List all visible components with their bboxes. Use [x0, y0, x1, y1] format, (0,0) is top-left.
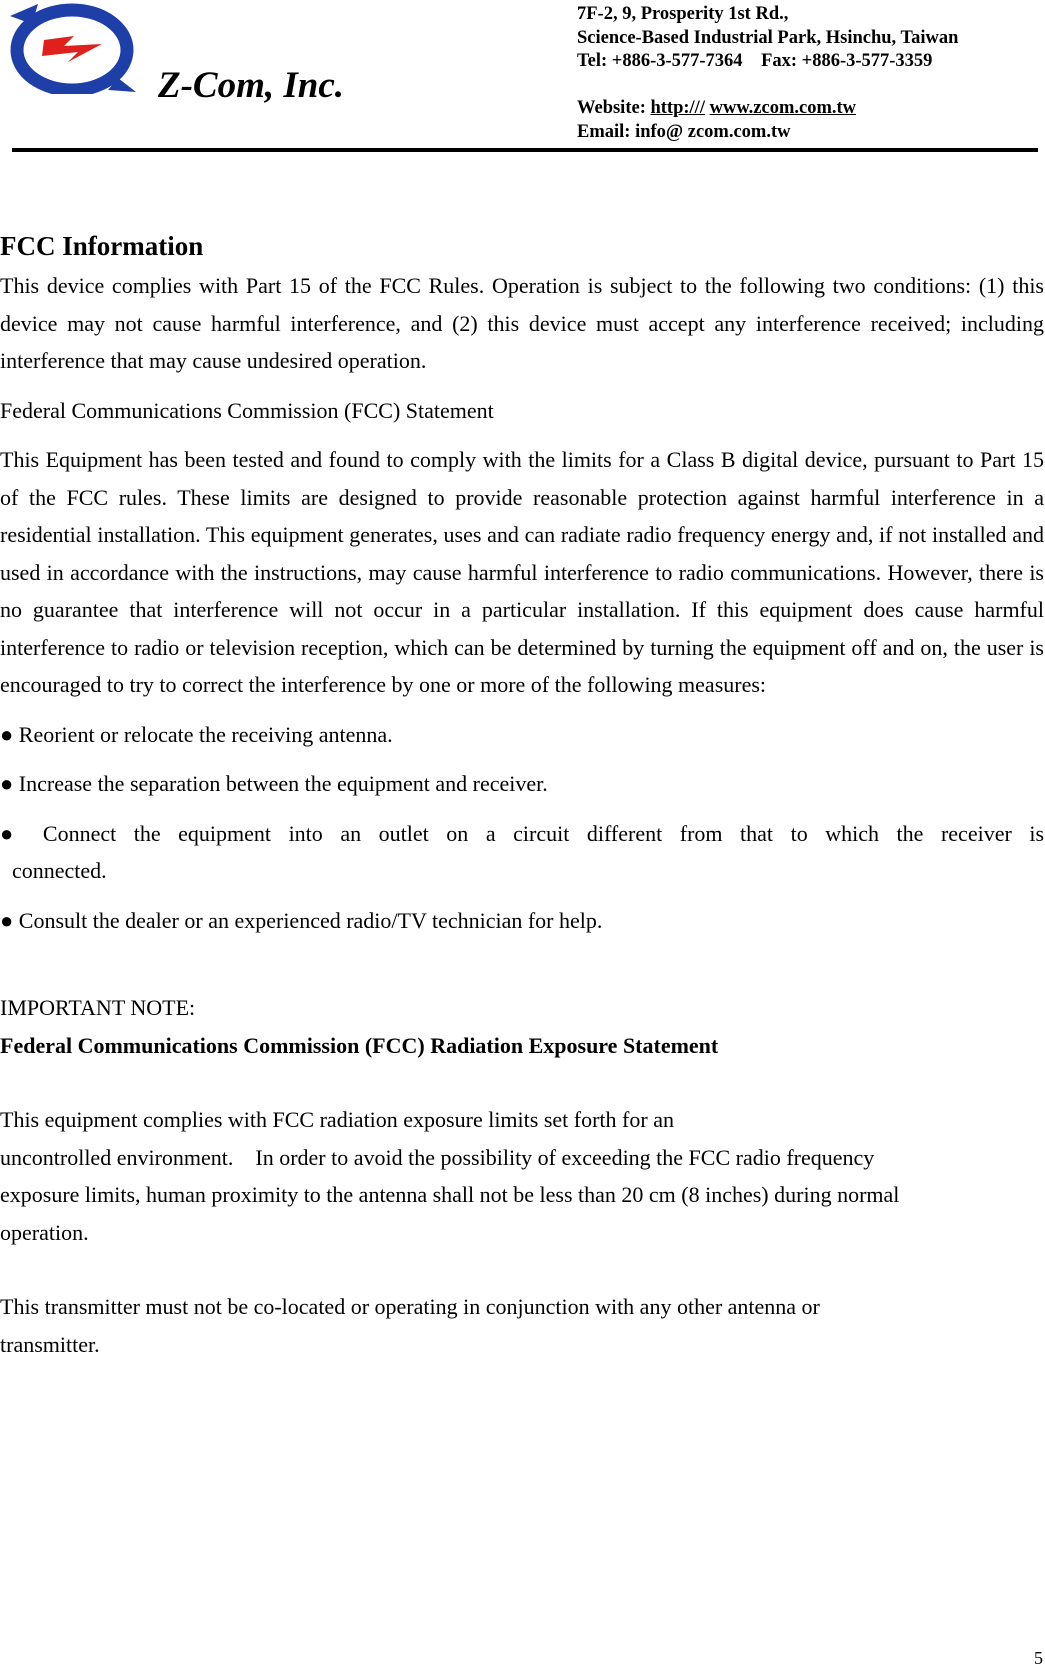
- website-line: [577, 97, 958, 121]
- address-line-2: Science-Based Industrial Park, Hsinchu, Taiwan: [577, 27, 959, 48]
- transmitter-line: This transmitter must not be co-located or operating in conjunction with any other antenna or: [0, 1294, 820, 1319]
- contact-phone-line: [577, 50, 958, 74]
- bullet-icon: ●: [0, 771, 14, 796]
- website-prefix-link[interactable]: http:///: [650, 98, 705, 118]
- website-link[interactable]: www.zcom.com.tw: [709, 98, 857, 118]
- radiation-line: exposure limits, human proximity to the antenna shall not be less than 20 cm (8 inches) during normal: [0, 1182, 900, 1207]
- bullet-item: ● Connect the equipment into an outlet on a circuit different from that to which the receiver is: [0, 820, 1045, 846]
- bullet-icon: ●: [0, 721, 14, 747]
- radiation-line: uncontrolled environment. In order to avoid the possibility of exceeding the FCC radio frequency: [0, 1144, 875, 1170]
- zcom-logo-icon: [8, 2, 138, 94]
- tel: Tel: +886-3-577-7364: [577, 51, 743, 71]
- company-address-block: [577, 3, 958, 144]
- document-body: [0, 226, 1044, 1363]
- website-label: Website:: [577, 98, 651, 118]
- bullet-item: ● Increase the separation between the equipment and receiver.: [0, 771, 548, 796]
- fax: Fax: +886-3-577-3359: [761, 51, 933, 71]
- page-number: 5: [1034, 1648, 1043, 1668]
- header-divider: [12, 148, 1038, 152]
- radiation-line: operation.: [0, 1219, 89, 1245]
- section-title: FCC Information: [0, 231, 204, 261]
- company-name: Z-Com, Inc.: [158, 65, 345, 106]
- intro-paragraph: This device complies with Part 15 of the FCC Rules. Operation is subject to the following two conditions: (1) this device may not cause harmful interference, and (2) this device must accept any interference received; including interference that may cause undesired operation.: [0, 273, 1044, 373]
- important-note-label: IMPORTANT NOTE:: [0, 995, 196, 1020]
- company-logo: [8, 2, 138, 94]
- statement-paragraph: This Equipment has been tested and found to comply with the limits for a Class B digital device, pursuant to Part 15 of the FCC rules. These limits are designed to provide reasonable protection against harmful interference in a residential installation. This equipment generates, uses and can radiate radio frequency energy and, if not installed and used in accordance with the instructions, may cause harmful interference to radio communications. However, there is no guarantee that interference will not occur in a particular installation. If this equipment does cause harmful interference to radio or television reception, which can be determined by turning the equipment off and on, the user is encouraged to try to correct the interference by one or more of the following measures:: [0, 447, 1044, 697]
- transmitter-line: transmitter.: [0, 1331, 100, 1357]
- radiation-heading: Federal Communications Commission (FCC) Radiation Exposure Statement: [0, 1032, 719, 1058]
- radiation-line: This equipment complies with FCC radiation exposure limits set forth for an: [0, 1107, 674, 1132]
- email-line: Email: info@ zcom.com.tw: [577, 121, 791, 142]
- bullet-icon: ●: [0, 907, 14, 933]
- statement-heading: Federal Communications Commission (FCC) Statement: [0, 397, 494, 423]
- address-line-1: 7F-2, 9, Prosperity 1st Rd.,: [577, 4, 789, 24]
- bullet-icon: ●: [0, 820, 26, 846]
- bullet-item: ● Reorient or relocate the receiving antenna.: [0, 721, 393, 747]
- bullet-item: ● Consult the dealer or an experienced radio/TV technician for help.: [0, 907, 603, 933]
- bullet-continuation: connected.: [12, 858, 107, 883]
